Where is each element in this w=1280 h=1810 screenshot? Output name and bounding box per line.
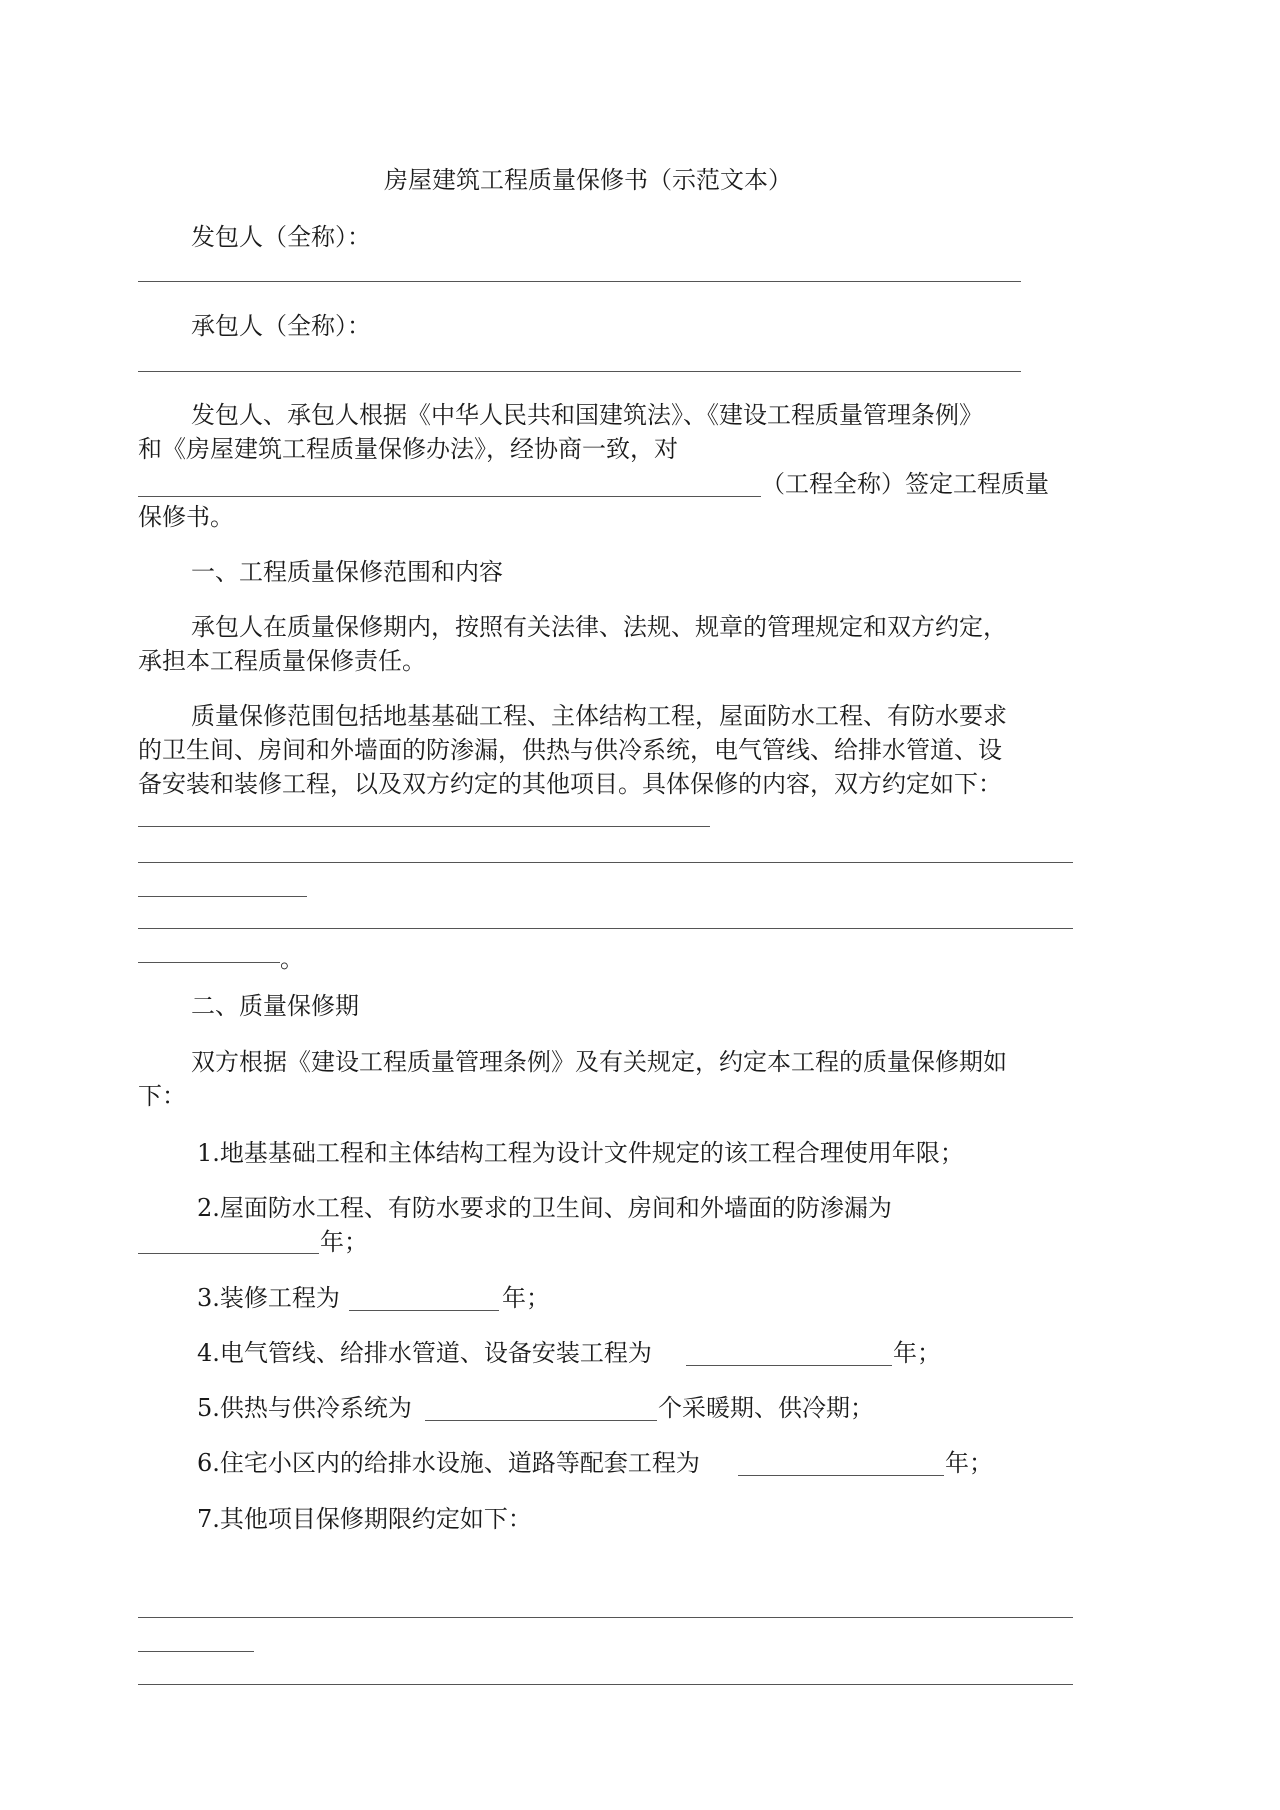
section1-heading: 一、工程质量保修范围和内容	[191, 558, 503, 586]
party-b-label: 承包人（全称）：	[191, 312, 371, 340]
warranty-item-6: 6.住宅小区内的给排水设施、道路等配套工程为	[197, 1449, 700, 1477]
section2-heading: 二、质量保修期	[191, 992, 359, 1020]
other-blank-2	[138, 1651, 254, 1652]
project-name-blank	[138, 496, 761, 497]
party-a-blank	[138, 281, 1021, 282]
warranty-item-7: 7.其他项目保修期限约定如下：	[197, 1505, 532, 1533]
party-b-blank	[138, 371, 1021, 372]
item4-blank	[686, 1365, 892, 1366]
item6-suffix: 年；	[945, 1449, 993, 1477]
section1-p1-line2: 承担本工程质量保修责任。	[138, 647, 426, 675]
content-end-mark: 。	[280, 945, 304, 973]
content-blank-4	[138, 928, 1073, 929]
intro-line-4: 保修书。	[138, 503, 234, 531]
item6-blank	[738, 1475, 944, 1476]
warranty-item-1: 1.地基基础工程和主体结构工程为设计文件规定的该工程合理使用年限；	[197, 1139, 964, 1167]
party-a-label: 发包人（全称）：	[191, 223, 371, 251]
other-blank-1	[138, 1617, 1073, 1618]
content-blank-1	[138, 826, 710, 827]
item3-suffix: 年；	[502, 1284, 550, 1312]
section2-p1-line2: 下：	[138, 1082, 186, 1110]
content-blank-2	[138, 862, 1073, 863]
item5-suffix: 个采暖期、供冷期；	[658, 1394, 874, 1422]
other-blank-3	[138, 1684, 1073, 1685]
item2-suffix: 年；	[320, 1228, 368, 1256]
item3-blank	[349, 1310, 499, 1311]
item5-blank	[425, 1420, 657, 1421]
intro-line-3: （工程全称）签定工程质量	[761, 470, 1049, 498]
intro-line-2: 和《房屋建筑工程质量保修办法》，经协商一致，对	[138, 435, 678, 463]
section2-p1-line1: 双方根据《建设工程质量管理条例》及有关规定，约定本工程的质量保修期如	[191, 1048, 1007, 1076]
intro-line-1: 发包人、承包人根据《中华人民共和国建筑法》、《建设工程质量管理条例》	[191, 401, 983, 429]
section1-p2-line1: 质量保修范围包括地基基础工程、主体结构工程，屋面防水工程、有防水要求	[191, 702, 1007, 730]
section1-p2-line3: 备安装和装修工程，以及双方约定的其他项目。具体保修的内容，双方约定如下：	[138, 770, 1002, 798]
warranty-item-3: 3.装修工程为	[197, 1284, 340, 1312]
warranty-item-2: 2.屋面防水工程、有防水要求的卫生间、房间和外墙面的防渗漏为	[197, 1194, 892, 1222]
content-blank-5	[138, 962, 280, 963]
warranty-item-5: 5.供热与供冷系统为	[197, 1394, 412, 1422]
item2-blank	[138, 1253, 319, 1254]
item4-suffix: 年；	[893, 1339, 941, 1367]
page-title: 房屋建筑工程质量保修书（示范文本）	[384, 166, 792, 194]
content-blank-3	[138, 896, 307, 897]
section1-p1-line1: 承包人在质量保修期内，按照有关法律、法规、规章的管理规定和双方约定，	[191, 613, 1007, 641]
section1-p2-line2: 的卫生间、房间和外墙面的防渗漏，供热与供冷系统，电气管线、给排水管道、设	[138, 736, 1002, 764]
warranty-item-4: 4.电气管线、给排水管道、设备安装工程为	[197, 1339, 652, 1367]
